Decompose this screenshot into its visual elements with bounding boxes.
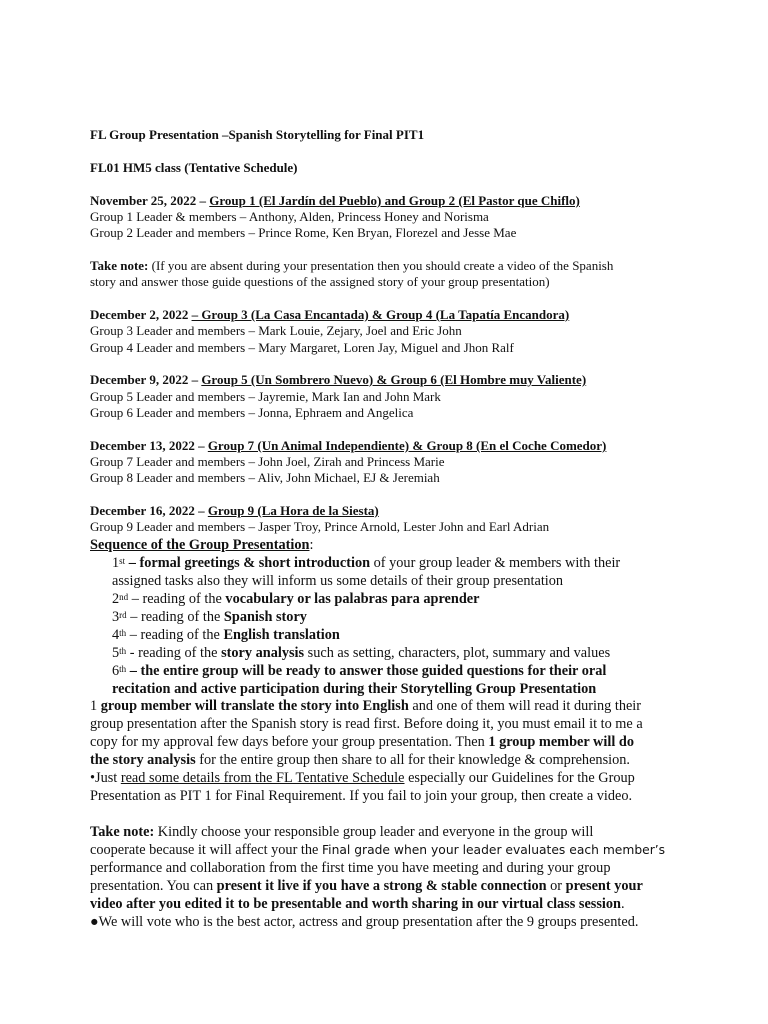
take-note-line: performance and collaboration from the first time you have meeting and during your group (90, 860, 611, 876)
class-schedule-heading: FL01 HM5 class (Tentative Schedule) (90, 160, 298, 175)
session-groups: Group 7 (Un Animal Independiente) & Group 8 (En el Coche Comedor) (207, 438, 607, 453)
session-heading (90, 438, 606, 454)
sequence-step: 1st – formal greetings & short introduction of your group leader & members with their (112, 555, 621, 571)
vote-note-line: ●We will vote who is the best actor, actress and group presentation after the 9 groups presented. (90, 914, 639, 930)
session-heading (90, 193, 580, 209)
take-note-line: Take note: Kindly choose your responsible group leader and everyone in the group will (90, 824, 594, 840)
session-groups: Group 9 (La Hora de la Siesta) (207, 503, 379, 518)
instruction-line: the story analysis for the entire group then share to all for their knowledge & comprehension. (90, 752, 630, 768)
session-date: December 13, 2022 – (90, 438, 208, 453)
group-members: Group 7 Leader and members – John Joel, Zirah and Princess Marie (90, 454, 445, 469)
take-note-label: Take note: (90, 824, 155, 840)
instruction-line: group presentation after the Spanish story is read first. Before doing it, you must email it to me a (90, 716, 643, 732)
sequence-step-continuation: recitation and active participation during their Storytelling Group Presentation (112, 681, 597, 697)
document-title: FL Group Presentation –Spanish Storytelling for Final PIT1 (90, 127, 425, 142)
schedule-reference: read some details from the FL Tentative Schedule (120, 770, 405, 786)
session-groups: Group 1 (El Jardín del Pueblo) and Group 2 (El Pastor que Chiflo) (209, 193, 580, 208)
session-date: December 9, 2022 – (90, 372, 202, 387)
take-note-line: Take note: (If you are absent during your presentation then you should create a video of the Spanish (90, 258, 614, 273)
sequence-step: 4th – reading of the English translation (112, 627, 340, 643)
sequence-step-continuation: assigned tasks also they will inform us some details of their group presentation (112, 573, 564, 589)
instruction-line: Presentation as PIT 1 for Final Requirement. If you fail to join your group, then create a video. (90, 788, 633, 804)
group-members: Group 2 Leader and members – Prince Rome, Ken Bryan, Florezel and Jesse Mae (90, 225, 517, 240)
group-members: Group 6 Leader and members – Jonna, Ephraem and Angelica (90, 405, 414, 420)
sequence-step: 6th – the entire group will be ready to answer those guided questions for their oral (112, 663, 607, 679)
instruction-line: 1 group member will translate the story into English and one of them will read it during their (90, 698, 642, 714)
instruction-line: copy for my approval few days before your group presentation. Then 1 group member will do (90, 734, 634, 750)
sequence-step: 5th - reading of the story analysis such as setting, characters, plot, summary and values (112, 645, 611, 661)
group-members: Group 8 Leader and members – Aliv, John Michael, EJ & Jeremiah (90, 470, 440, 485)
session-heading (90, 372, 586, 388)
sequence-step: 3rd – reading of the Spanish story (112, 609, 307, 625)
group-members: Group 4 Leader and members – Mary Margaret, Loren Jay, Miguel and Jhon Ralf (90, 340, 514, 355)
session-heading (90, 307, 569, 323)
take-note-line: cooperate because it will affect your the Final grade when your leader evaluates each member’s (90, 842, 666, 858)
instruction-line: •Just read some details from the FL Tentative Schedule especially our Guidelines for the Group (90, 770, 635, 786)
session-heading (90, 503, 379, 519)
take-note-line: video after you edited it to be presentable and worth sharing in our virtual class session. (90, 896, 625, 912)
session-date: November 25, 2022 – (90, 193, 210, 208)
group-members: Group 9 Leader and members – Jasper Troy, Prince Arnold, Lester John and Earl Adrian (90, 519, 550, 534)
take-note-label: Take note: (90, 258, 149, 273)
group-members: Group 1 Leader & members – Anthony, Alden, Princess Honey and Norisma (90, 209, 489, 224)
sequence-heading: Sequence of the Group Presentation (90, 537, 310, 553)
group-members: Group 3 Leader and members – Mark Louie, Zejary, Joel and Eric John (90, 323, 462, 338)
take-note-line: story and answer those guide questions of the assigned story of your group presentation) (90, 274, 550, 289)
take-note-line: presentation. You can present it live if you have a strong & stable connection or present your (90, 878, 643, 894)
session-date: December 16, 2022 – (90, 503, 208, 518)
group-members: Group 5 Leader and members – Jayremie, Mark Ian and John Mark (90, 389, 441, 404)
session-groups: Group 5 (Un Sombrero Nuevo) & Group 6 (El Hombre muy Valiente) (201, 372, 587, 387)
sequence-step: 2nd – reading of the vocabulary or las palabras para aprender (112, 591, 480, 607)
session-groups: – Group 3 (La Casa Encantada) & Group 4 (La Tapatía Encandora) (191, 307, 570, 322)
sequence-heading-line: Sequence of the Group Presentation: (90, 537, 314, 553)
session-date: December 2, 2022 (90, 307, 192, 322)
